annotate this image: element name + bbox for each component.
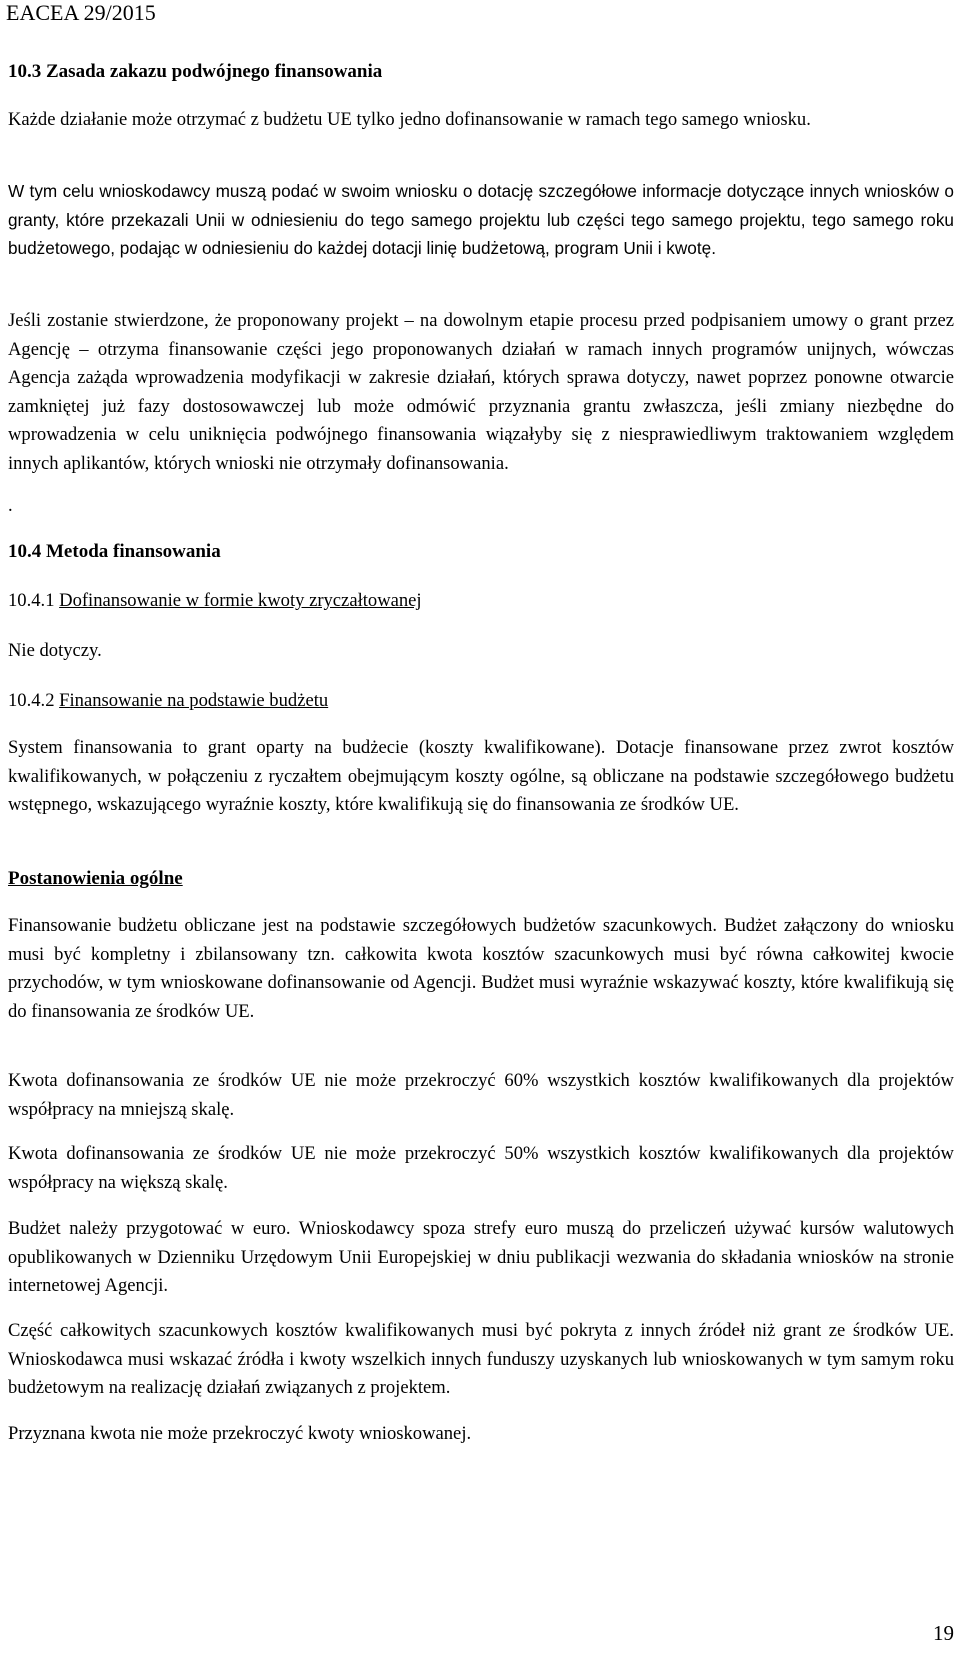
section-heading-10-4: 10.4 Metoda finansowania (8, 541, 221, 562)
subsection-heading-10-4-1 (8, 588, 422, 614)
stray-dot: . (8, 495, 13, 516)
paragraph-euro-budget: Budżet należy przygotować w euro. Wnioskodawcy spoza strefy euro muszą do przeliczeń używać kursów walutowych opublikowanych w Dzienniku Urzędowym Unii Europejskiej w dniu publikacji wezwania do składania wniosków na stronie internetowej Agencji. (8, 1218, 954, 1296)
paragraph-60-percent-limit: Kwota dofinansowania ze środków UE nie może przekroczyć 60% wszystkich kosztów kwalifikowanych dla projektów współpracy na mniejszą skalę. (8, 1070, 954, 1120)
subsection-heading-10-4-2 (8, 688, 328, 714)
section-heading-10-3: 10.3 Zasada zakazu podwójnego finansowania (8, 61, 383, 82)
paragraph-max-amount: Przyznana kwota nie może przekroczyć kwoty wnioskowanej. (8, 1423, 472, 1444)
page-number: 19 (933, 1621, 954, 1645)
subsection-number: 10.4.1 (8, 590, 55, 611)
paragraph-double-funding-detection: Jeśli zostanie stwierdzone, że proponowany projekt – na dowolnym etapie procesu przed podpisaniem umowy o grant przez Agencję – otrzyma finansowanie części jego proponowanych działań w ramach innych programów unijnych, wówczas Agencja zażąda wprowadzenia modyfikacji w zakresie działań, których sprawa dotyczy, nawet poprzez ponowne otwarcie zamkniętej już fazy dostosowawczej lub może odmówić przyznania grantu zwłaszcza, jeśli zmiany niezbędne do wprowadzenia w celu uniknięcia podwójnego finansowania wiązałyby się z niesprawiedliwym traktowaniem względem innych aplikantów, których wnioski nie otrzymały dofinansowania. (8, 310, 954, 474)
general-provisions-heading: Postanowienia ogólne (8, 868, 183, 889)
paragraph-budget-calculation: Finansowanie budżetu obliczane jest na podstawie szczegółowych budżetów szacunkowych. Budżet załączony do wniosku musi być kompletny i zbilansowany tzn. całkowita kwota kosztów szacunkowych musi być równa całkowitej kwocie przychodów, w tym wnioskowane dofinansowanie od Agencji. Budżet musi wyraźnie wskazywać koszty, które kwalifikują się do finansowania ze środków UE. (8, 915, 954, 1022)
paragraph-single-funding: Każde działanie może otrzymać z budżetu UE tylko jedno dofinansowanie w ramach tego samego wniosku. (8, 109, 811, 130)
document-reference: EACEA 29/2015 (6, 0, 156, 25)
paragraph-co-financing: Część całkowitych szacunkowych kosztów kwalifikowanych musi być pokryta z innych źródeł niż grant ze środków UE. Wnioskodawca musi wskazać źródła i kwoty wszelkich innych funduszy uzyskanych lub wnioskowanych w tym samym roku budżetowym na realizację działań związanych z projektem. (8, 1320, 954, 1398)
subsection-title: Finansowanie na podstawie budżetu (59, 690, 329, 711)
subsection-number: 10.4.2 (8, 690, 55, 711)
paragraph-applicant-information: W tym celu wnioskodawcy muszą podać w swoim wniosku o dotację szczegółowe informacje dotyczące innych wniosków o granty, które przekazali Unii w odniesieniu do tego samego projektu lub części tego samego projektu, tego samego roku budżetowego, podając w odniesieniu do każdej dotacji linię budżetową, program Unii i kwotę. (8, 181, 954, 258)
subsection-title: Dofinansowanie w formie kwoty zryczałtowanej (59, 590, 422, 611)
paragraph-budget-financing: System finansowania to grant oparty na budżecie (koszty kwalifikowane). Dotacje finansowane przez zwrot kosztów kwalifikowanych, w połączeniu z ryczałtem obejmującym koszty ogólne, są obliczane na podstawie szczegółowego budżetu wstępnego, wskazującego wyraźnie koszty, które kwalifikują się do finansowania ze środków UE. (8, 737, 954, 815)
paragraph-50-percent-limit: Kwota dofinansowania ze środków UE nie może przekroczyć 50% wszystkich kosztów kwalifikowanych dla projektów współpracy na większą skalę. (8, 1143, 954, 1193)
not-applicable-text: Nie dotyczy. (8, 640, 102, 661)
